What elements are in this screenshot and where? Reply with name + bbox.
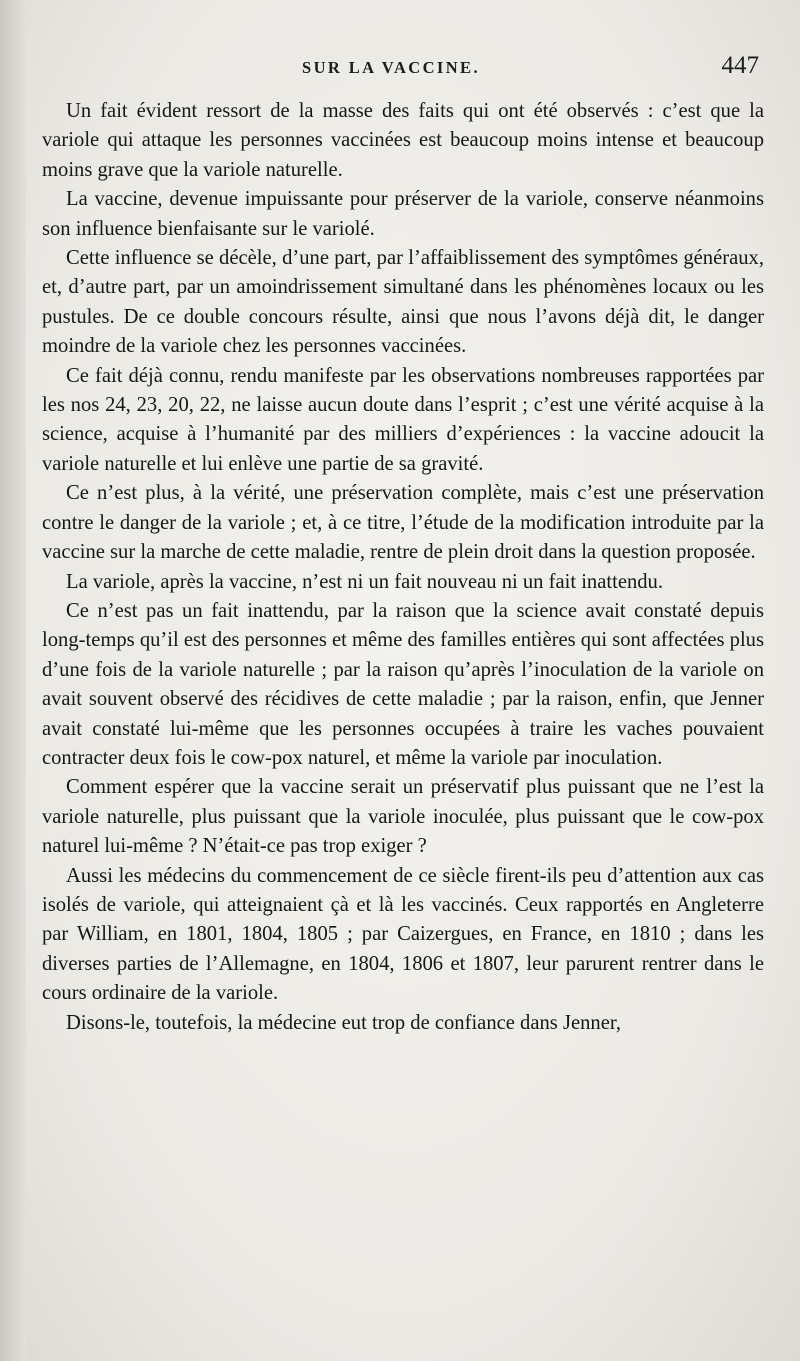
page-header xyxy=(40,52,765,88)
page-number: 447 xyxy=(721,52,759,79)
paragraph: Ce n’est pas un fait inattendu, par la raison que la science avait constaté depuis long-temps qu’il est des personnes et même des familles entières qui sont affectées plus d’une fois de la variole naturelle ; par la raison qu’après l’inoculation de la variole on avait souvent observé des récidives de cette maladie ; par la raison, enfin, que Jenner avait constaté lui-même que les personnes occupées à traire les vaches pouvaient contracter deux fois le cow-pox naturel, et même la variole par inoculation. xyxy=(42,599,764,769)
body-text xyxy=(42,97,764,1038)
running-title: SUR LA VACCINE. xyxy=(302,58,480,77)
paragraph: Ce n’est plus, à la vérité, une préservation complète, mais c’est une préservation contre le danger de la variole ; et, à ce titre, l’étude de la modification introduite par la vaccine sur la marche de cette maladie, rentre de plein droit dans la question proposée. xyxy=(42,482,764,564)
paragraph: Disons-le, toutefois, la médecine eut trop de confiance dans Jenner, xyxy=(66,1011,622,1034)
paragraph: La variole, après la vaccine, n’est ni un fait nouveau ni un fait inattendu. xyxy=(66,570,663,593)
paragraph: Comment espérer que la vaccine serait un préservatif plus puissant que ne l’est la variole naturelle, plus puissant que la variole inoculée, plus puissant que le cow-pox naturel lui-même ? N’était-ce pas trop exiger ? xyxy=(42,776,764,858)
paragraph: Aussi les médecins du commencement de ce siècle firent-ils peu d’attention aux cas isolés de variole, qui atteignaient çà et là les vaccinés. Ceux rapportés en Angleterre par William, en 1801, 1804, 1805 ; par Caizergues, en France, en 1810 ; dans les diverses parties de l’Allemagne, en 1804, 1806 et 1807, leur parurent rentrer dans le cours ordinaire de la variole. xyxy=(42,864,764,1005)
page-gutter-shadow xyxy=(0,0,26,1361)
paragraph: Un fait évident ressort de la masse des faits qui ont été observés : c’est que la variole qui attaque les personnes vaccinées est beaucoup moins intense et beaucoup moins grave que la variole naturelle. xyxy=(42,100,764,181)
paragraph: Cette influence se décèle, d’une part, par l’affaiblissement des symptômes généraux, et, d’autre part, par un amoindrissement simultané dans les phénomènes locaux ou les pustules. De ce double concours résulte, ainsi que nous l’avons déjà dit, le danger moindre de la variole chez les personnes vaccinées. xyxy=(42,247,764,358)
paragraph: Ce fait déjà connu, rendu manifeste par les observations nombreuses rapportées par les nos 24, 23, 20, 22, ne laisse aucun doute dans l’esprit ; c’est une vérité acquise à la science, acquise à l’humanité par des milliers d’expériences : la vaccine adoucit la variole naturelle et lui enlève une partie de sa gravité. xyxy=(42,364,764,475)
paragraph: La vaccine, devenue impuissante pour préserver de la variole, conserve néanmoins son influence bienfaisante sur le variolé. xyxy=(42,188,764,240)
